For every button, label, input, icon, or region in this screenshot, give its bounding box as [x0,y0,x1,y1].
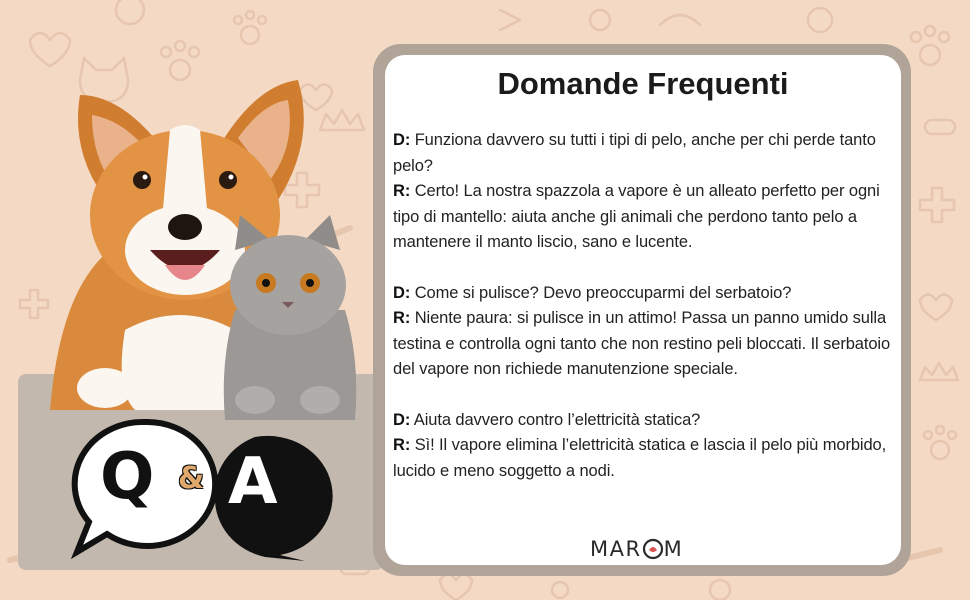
faq-answer [393,306,895,383]
faq-answer [393,179,895,256]
faq-item [393,408,895,485]
pill-icon [925,120,955,134]
question-text: Funziona davvero su tutti i tipi di pelo, anche per chi perde tanto pelo? [393,131,876,175]
logo-paw-o-icon [642,538,664,560]
heart-icon [920,295,952,321]
paw-icon [911,26,949,65]
faq-item [393,128,895,256]
question-label: D: [393,283,411,302]
question-label: D: [393,131,411,149]
answer-label: R: [393,436,411,454]
a-letter: A [228,445,278,519]
faq-question [393,281,895,307]
answer-label: R: [393,182,411,200]
faq-item [393,281,895,383]
logo-text-right: M [663,537,684,561]
heart-icon [30,33,70,66]
dog-and-cat-illustration [30,70,390,420]
heart-icon [440,575,472,600]
paw-icon [924,426,956,459]
crown-icon [920,363,958,380]
answer-text: Certo! La nostra spazzola a vapore è un alleato perfetto per ogni tipo di mantello: aiuta anche gli animali che perdono tanto pelo a mantenere il manto liscio, sano e lucente. [393,182,880,251]
answer-text: Sì! Il vapore elimina l’elettricità statica e lascia il pelo più morbido, lucido e meno soggetto a nodi. [393,436,887,480]
faq-question [393,128,895,179]
answer-label: R: [393,309,411,327]
ampersand: & [178,461,205,496]
logo-text-left: MAR [590,537,642,561]
marom-logo [590,537,700,561]
cross-icon [920,188,954,222]
q-letter: Q [100,440,155,514]
answer-text: Niente paura: si pulisce in un attimo! Passa un panno umido sulla testina e controlla ogni tanto che non restino peli bloccati. Il serbatoio del vapore non richiede manutenzione speciale. [393,309,891,378]
question-text: Come si pulisce? Devo preoccuparmi del serbatoio? [414,283,792,302]
faq-answer [393,433,895,484]
question-text: Aiuta davvero contro l’elettricità statica? [413,410,701,429]
paw-icon [234,11,266,44]
faq-list [393,128,895,509]
question-label: D: [393,410,411,429]
page-title: Domande Frequenti [497,66,789,101]
faq-question [393,408,895,434]
